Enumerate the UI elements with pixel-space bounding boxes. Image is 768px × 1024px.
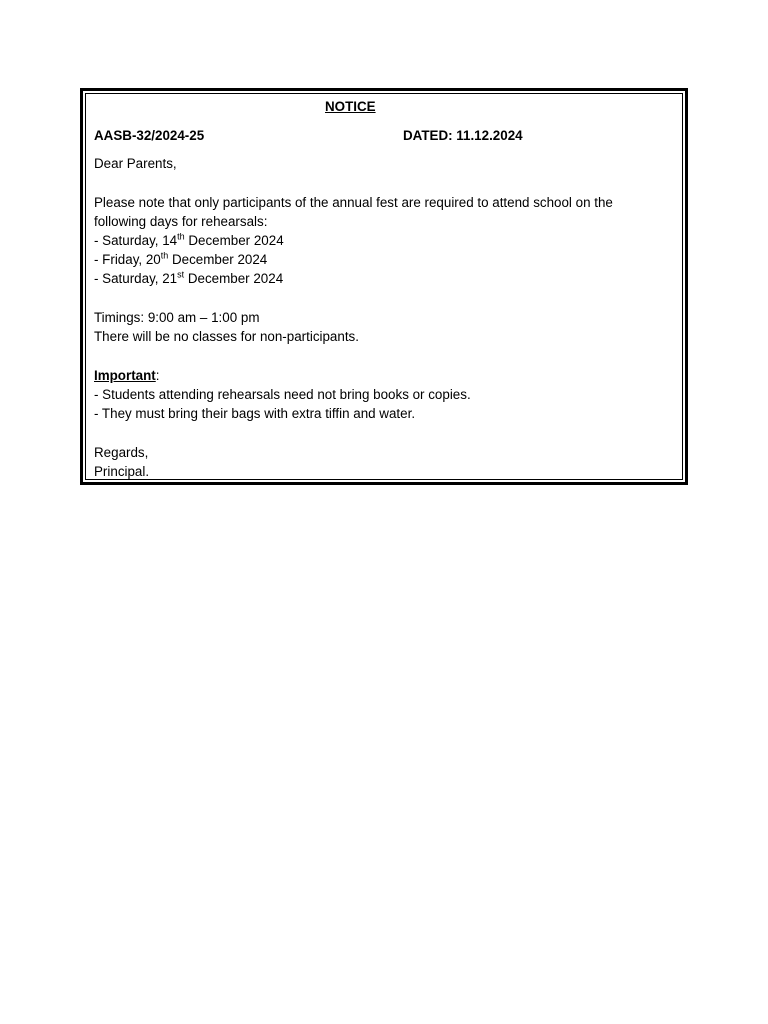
date-ordinal: th xyxy=(177,231,185,242)
rehearsal-date-1 xyxy=(94,231,284,250)
notice-date: DATED: 11.12.2024 xyxy=(403,128,523,143)
important-point-1: - Students attending rehearsals need not bring books or copies. xyxy=(94,387,471,402)
date-prefix: - Saturday, 21 xyxy=(94,271,178,286)
body-line-2: following days for rehearsals: xyxy=(94,214,268,229)
date-rest: December 2024 xyxy=(184,271,284,286)
timings: Timings: 9:00 am – 1:00 pm xyxy=(94,310,260,325)
date-ordinal: st xyxy=(177,269,185,280)
important-colon: : xyxy=(155,368,160,383)
date-rest: December 2024 xyxy=(184,233,284,248)
rehearsal-date-2 xyxy=(94,250,267,269)
reference-number: AASB-32/2024-25 xyxy=(94,128,205,143)
notice-title: NOTICE xyxy=(325,99,376,114)
date-rest: December 2024 xyxy=(168,252,268,267)
no-classes-note: There will be no classes for non-participants. xyxy=(94,329,359,344)
notice-box xyxy=(80,88,688,485)
date-prefix: - Friday, 20 xyxy=(94,252,161,267)
signature: Principal. xyxy=(94,464,150,479)
important-point-2: - They must bring their bags with extra tiffin and water. xyxy=(94,406,416,421)
notice-inner-border xyxy=(85,93,683,480)
salutation: Dear Parents, xyxy=(94,156,177,171)
date-ordinal: th xyxy=(160,250,169,261)
date-prefix: - Saturday, 14 xyxy=(94,233,178,248)
closing: Regards, xyxy=(94,445,149,460)
body-line-1: Please note that only participants of the annual fest are required to attend school on the xyxy=(94,195,613,210)
rehearsal-date-3 xyxy=(94,269,283,288)
important-label: Important xyxy=(94,368,156,383)
important-heading xyxy=(94,366,159,385)
